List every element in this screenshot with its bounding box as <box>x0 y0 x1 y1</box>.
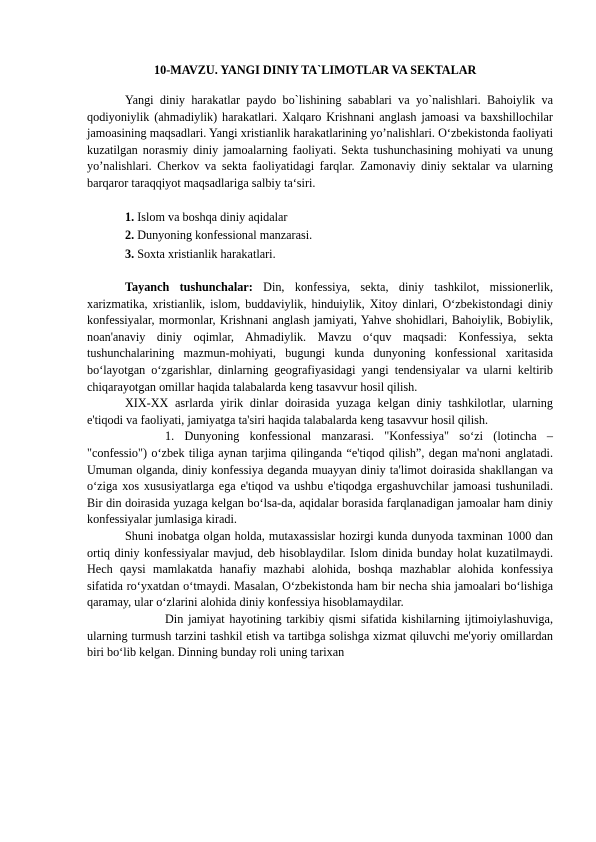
topic-text: Dunyoning konfessional manzarasi. <box>137 228 313 243</box>
key-concepts-label: Tayanch tushunchalar: <box>125 280 253 295</box>
topic-list <box>87 208 553 264</box>
topic-number: 1. <box>125 209 135 224</box>
document-title: 10-MAVZU. YANGI DINIY TA`LIMOTLAR VA SEKTALAR <box>154 63 477 77</box>
din-paragraph: Din jamiyat hayotining tarkibiy qismi sifatida kishilarning ijtimoiylashuviga, ularning turmush tarzini tashkil etish va tartibga solishga xizmat qiluvchi me'yoriy omillardan biri bo‘lib kelgan. Dinning bunday roli uning tarixan <box>87 611 553 660</box>
topic-item <box>87 226 553 245</box>
topic-text: Islom va boshqa diniy aqidalar <box>137 209 288 224</box>
topic-number: 2. <box>125 228 135 243</box>
shuni-paragraph: Shuni inobatga olgan holda, mutaxassislar hozirgi kunda dunyoda taxminan 1000 dan ortiq diniy konfessiyalar mavjud, deb hisoblaydilar. Islom dinida bunday holat kuzatilmaydi. Hech qaysi mamlakatda hanafiy mazhabi alohida, boshqa mazhablar alohida konfessiya sifatida ro‘yxatdan o‘tmaydi. Masalan, O‘zbekistonda ham bir necha shia jamoalari bo‘lishiga qaramay, ular o‘zlarini alohida diniy konfessiya hisoblamaydilar. <box>87 528 553 610</box>
topic-item <box>87 208 553 227</box>
konfessiya-paragraph: 1. Dunyoning konfessional manzarasi. "Konfessiya" so‘zi (lotincha – "confessio") o‘zbek tiliga aynan tarjima qilinganda “e'tiqod qilish”, degan ma'noni anglatadi. Umuman olganda, diniy konfessiya deganda muayyan diniy ta'limot doirasida shakllangan va o‘ziga xos xususiyatlarga ega e'tiqod va ushbu e'tiqodga ergashuvchilar jamoasi tushuniladi. Bir din doirasida yuzaga kelgan bo‘lsa-da, aqidalar borasida farqlanadigan jamoalar ham diniy konfessiyalar jumlasiga kiradi. <box>87 429 553 527</box>
topic-text: Soxta xristianlik harakatlari. <box>137 246 276 261</box>
key-concepts-text: Din, konfessiya, sekta, diniy tashkilot, missionerlik, xarizmatika, xristianlik, islom, buddaviylik, hinduiylik, Xitoy dinlari, O‘zbekistondagi diniy konfessiyalar, mormonlar, Krishnani anglash jamiyati, Yahve shohidlari, Bahoiylik, Bobiylik, noan'anaviy diniy oqimlar, Ahmadiylik. Mavzu o‘quv maqsadi: Konfessiya, sekta tushunchalarining mazmun-mohiyati, bugungi kunda dunyoning konfessional xaritasida bo‘layotgan o‘zgarishlar, dinlarning geografiyasidagi yangi tendensiyalar va ularni keltirib chiqarayotgan omillar haqida talabalarda keng tasavvur hosil qilish. <box>87 280 553 394</box>
intro-paragraph: Yangi diniy harakatlar paydo bo`lishining sabablari va yo`nalishlari. Bahoiylik va qodiyoniylik (ahmadiylik) harakatlari. Xalqaro Krishnani anglash jamoasi va baxshillochilar jamoasining maqsadlari. Yangi xristianlik harakatlarining yo’nalishlari. O‘zbekistonda faoliyati kuzatilgan norasmiy diniy jamoalarning faoliyati. Sekta tushunchasining mohiyati va unung yo’nalishlari. Cherkov va sekta faoliyatidagi farqlar. Zamonaviy diniy sektalar va ularning barqaror taraqqiyot maqsadlariga salbiy ta‘siri. <box>87 93 553 190</box>
key-concepts-paragraph <box>87 279 553 395</box>
document-page <box>87 62 553 661</box>
topic-number: 3. <box>125 246 135 261</box>
xix-xx-paragraph: XIX-XX asrlarda yirik dinlar doirasida yuzaga kelgan diniy tashkilotlar, ularning e'tiqodi va faoliyati, jamiyatga ta'siri haqida talabalarda keng tasavvur hosil qilish. <box>87 396 553 427</box>
topic-item <box>87 245 553 264</box>
